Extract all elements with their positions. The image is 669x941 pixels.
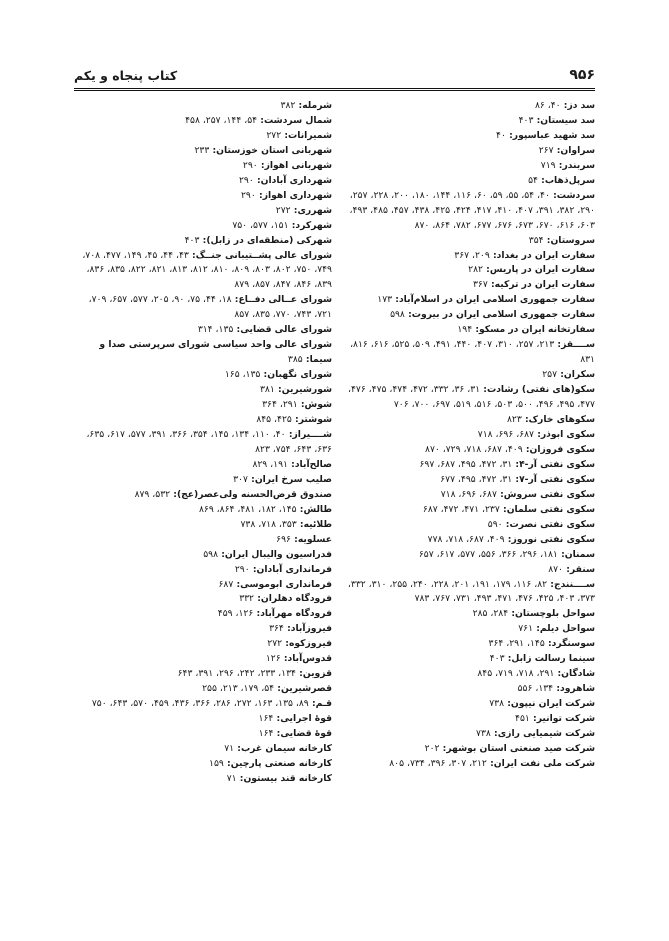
index-entry: سکوهای خارک: ۸۲۳ [506,414,595,426]
index-page-refs: ۲۷۲ [275,204,291,216]
index-page-refs: ۳۶۷ [472,279,488,291]
index-page-refs: ۴۰۹، ۶۸۷، ۷۱۸، ۷۲۹، ۸۷۰ [425,443,523,455]
index-page-refs: ۵۹۸ [203,548,219,560]
index-page-refs: ۵۴، ۱۴۴، ۲۵۷، ۴۵۸ [185,114,258,126]
index-page-refs: ۱۳۴، ۵۵۶ [517,683,554,695]
index-entry: شرکت ایران نیپون: ۷۳۸ [489,698,595,710]
index-term: فرودگاه دهلران [260,593,332,605]
index-page-refs: ۲۸۲ [468,264,483,276]
index-page-refs: ۵۹۰ [487,518,503,530]
index-entry: سربندر: ۷۱۹ [540,159,595,171]
index-term: سکو(های نفتی) رشادت [486,384,595,396]
index-entry: سفارتخانه ایران در مسکو: ۱۹۴ [457,324,595,336]
index-page-refs: ۳۸۵ [287,354,303,366]
index-term: سد سیستان [540,114,595,126]
index-term: شرکت ملی نفت ایران [493,757,595,769]
index-term: سکوی نفتی آر-۷ [519,473,595,485]
index-term: فیروزکوه [288,638,332,650]
index-term: قدوس‌آباد [287,653,332,665]
index-term: صندوق قرض‌الحسنه ولی‌عصر(عج) [176,488,332,500]
index-page-refs: ۳۵۴ [528,234,544,246]
index-page-refs: ۱۶۴ [258,728,274,740]
index-entry: سمنان: ۱۸۱، ۲۹۶، ۳۶۶، ۵۵۶، ۵۷۷، ۶۱۷، ۶۵۷ [418,548,595,560]
index-page-refs: ۴۰، ۸۶ [534,100,561,111]
index-entry: شمال سردشت: ۵۴، ۱۴۴، ۲۵۷، ۴۵۸ [185,114,332,126]
index-entry: سکران: ۲۵۷ [542,369,595,381]
index-term: سکوی نفتی سروش [503,488,595,500]
index-page-refs: ۲۳۳ [194,144,210,156]
page-number: ۹۵۶ [569,67,595,83]
index-term: سد دز [567,100,595,111]
page-header [74,64,595,86]
index-page-refs: ۲۹۱، ۳۶۴ [262,399,298,411]
index-entry: سکوی فروزان: ۴۰۹، ۶۸۷، ۷۱۸، ۷۲۹، ۸۷۰ [425,443,595,455]
index-page-refs: ۱۸۱، ۲۹۶، ۳۶۶، ۵۵۶، ۵۷۷، ۶۱۷، ۶۵۷ [418,548,558,560]
index-term: فیروزآباد [290,623,332,635]
index-term: شاهرود [560,683,595,695]
index-page-refs: ۴۵۱ [515,713,530,725]
index-page-refs: ۴۰، ۵۴، ۵۵، ۵۹، ۶۰، ۱۱۶، ۱۴۴، ۱۸۰، ۲۰۰، ۲۲۸، ۲۵۷، ۲۹۰، ۳۸۲، ۳۹۱، ۴۰۷، ۴۱۰، ۴۱۷، ۴۲۴، ۴۲۵، ۴۳۸، ۴۵۷، ۴۸۵، ۴۹۳، ۶۰۳، ۶۱۶، ۶۷۰، ۶۷۳، ۶۷۶، ۶۷۷، ۷۸۲، ۸۶۴، ۸۷۰ [349,189,595,231]
index-entry: سکوی نفتی نوروز: ۴۰۹، ۶۸۷، ۷۱۸، ۷۷۸ [427,533,595,545]
index-term: کارخانه سیمان غرب [240,742,332,754]
index-page-refs: ۷۶۱ [518,623,534,635]
index-page-refs: ۲۵۷ [542,369,558,381]
index-page-refs: ۱۵۹ [209,757,224,769]
index-term: طلائیه [303,518,332,530]
index-entry: قصرشیرین: ۵۴، ۱۷۹، ۲۱۳، ۲۵۵ [202,683,332,695]
index-term: شهربانی استان خوزستان [216,144,332,156]
index-page-refs: ۸۷۰ [548,563,563,575]
index-entry: شوشتر: ۴۲۵، ۸۴۵ [256,414,332,426]
index-page-refs: ۵۴ [528,174,538,186]
index-term: شورای نگهبان [267,369,332,381]
index-page-refs: ۸۲۳ [506,414,522,426]
index-page-refs: ۱۹۱، ۸۲۹ [252,458,288,470]
index-entry: سفارت جمهوری اسلامی ایران در اسلام‌آباد: ۱۷۳ [377,294,595,306]
index-entry: صندوق قرض‌الحسنه ولی‌عصر(عج): ۵۳۲، ۸۷۹ [134,488,332,500]
index-entry: صلیب سرخ ایران: ۳۰۷ [233,473,332,485]
index-page-refs: ۵۴، ۱۷۹، ۲۱۳، ۲۵۵ [202,683,275,695]
index-term: شرکت توانیر [536,713,595,725]
index-entry: شهرکی (منطقه‌ای در زابل): ۴۰۳ [184,234,332,246]
index-page-refs: ۲۰۹، ۳۶۷ [454,249,490,261]
index-entry: شهربانی استان خوزستان: ۲۳۳ [194,144,332,156]
index-term: سربندر [562,159,595,171]
index-page-refs: ۵۳۲، ۸۷۹ [134,488,171,500]
index-term: شهرداری آبادان [260,174,332,186]
index-page-refs: ۱۴۵، ۱۸۲، ۴۸۱، ۸۶۴، ۸۶۹ [198,503,297,515]
index-term: سفارتخانه ایران در مسکو [479,324,595,336]
index-page-refs: ۷۳۸ [489,698,505,710]
index-entry: شهرکرد: ۱۵۱، ۵۷۷، ۷۵۰ [232,219,332,231]
index-page-refs: ۱۸، ۴۴، ۷۵، ۹۰، ۲۰۵، ۵۷۷، ۶۵۷، ۷۰۹، ۷۲۱، ۷۴۳، ۷۷۰، ۸۳۵، ۸۵۷ [88,294,332,321]
index-page-refs: ۶۸۷ [218,578,234,590]
index-term: شهرکی (منطقه‌ای در زابل) [206,234,332,246]
index-term: سروستان [550,234,595,246]
index-page-refs: ۲۹۰ [242,159,258,171]
index-term: شورای عــالی دفــاع [238,294,332,306]
index-entry: شرکت شیمیایی رازی: ۷۳۸ [476,728,595,740]
index-entry: سکوی نفتی سلمان: ۲۳۷، ۴۷۱، ۴۷۲، ۶۸۷ [422,503,595,515]
index-term: سفارت جمهوری اسلامی ایران در اسلام‌آباد [398,294,595,306]
index-entry: سواحل بلوچستان: ۲۸۴، ۲۸۵ [472,608,595,620]
index-entry: شرمله: ۳۸۲ [280,100,332,111]
index-entry: سکو(های نفتی) رشادت: ۳۱، ۳۶، ۳۳۲، ۴۷۲، ۴۷۴، ۴۷۵، ۴۷۶، ۴۷۷، ۴۹۵، ۴۹۶، ۵۰۰، ۵۰۳، ۵۱۶، ۵۱۹، ۶۹۷، ۷۰۰، ۷۰۶ [347,384,595,411]
index-entry: شرکت ملی نفت ایران: ۲۱۲، ۳۰۷، ۳۹۶، ۷۳۴، ۸۰۵ [389,757,595,769]
index-entry: سنقر: ۸۷۰ [548,563,595,575]
index-term: شــــیراز [292,428,332,440]
index-entry: شاهرود: ۱۳۴، ۵۵۶ [517,683,595,695]
index-term: قـم [315,698,332,710]
index-page-refs: ۸۲، ۱۱۶، ۱۷۹، ۱۹۱، ۲۰۱، ۲۲۸، ۲۴۰، ۲۵۵، ۳۱۰، ۳۳۲، ۳۷۳، ۴۰۳، ۴۲۵، ۴۷۶، ۴۷۱، ۴۹۳، ۷۳۱، ۷۶۷، ۷۸۳ [347,578,595,605]
index-entry: کارخانه سیمان غرب: ۷۱ [224,742,332,754]
index-term: شهرداری اهواز [262,189,332,201]
index-term: طالش [303,503,332,515]
index-page-refs: ۳۶۴ [269,623,284,635]
book-title: کتاب پنجاه و یکم [74,67,178,83]
index-entry: قزوین: ۱۳۴، ۲۳۳، ۲۴۲، ۲۹۶، ۳۹۱، ۶۴۳ [177,668,332,680]
index-page-refs: ۲۹۱، ۷۱۸، ۷۱۹، ۸۴۵ [477,668,555,680]
index-page-refs: ۱۴۵، ۲۹۱، ۳۶۴ [488,638,545,650]
index-term: سرپل‌ذهاب [544,174,595,186]
index-term: سکوی نفتی آر-۴ [519,458,595,470]
index-page-refs: ۱۳۴، ۲۳۳، ۲۴۲، ۲۹۶، ۳۹۱، ۶۴۳ [177,668,296,680]
index-entry: کارخانه قند بیستون: ۷۱ [226,772,332,784]
index-term: سکوهای خارک [528,414,595,426]
index-term: شمیرانات [288,129,332,141]
index-entry: قوهٔ قضایی: ۱۶۴ [258,728,332,740]
index-term: سراوان [560,144,595,156]
index-term: سفارت ایران در ترکیه [494,279,595,291]
index-term: شرمله [302,100,332,111]
index-term: قصرشیرین [280,683,332,695]
index-entry: شرکت صید صنعتی استان بوشهر: ۲۰۲ [424,742,595,754]
index-page-refs: ۲۷۲ [266,129,282,141]
index-entry: طلائیه: ۳۵۳، ۷۱۸، ۷۳۸ [240,518,332,530]
index-term: سنقر [569,563,595,575]
index-column-right [337,99,595,772]
index-term: صلیب سرخ ایران [254,473,332,485]
index-term: عسلویه [297,533,332,545]
index-term: سفارت جمهوری اسلامی ایران در بیروت [411,309,595,321]
index-entry: ســــنندج: ۸۲، ۱۱۶، ۱۷۹، ۱۹۱، ۲۰۱، ۲۲۸، ۲۴۰، ۲۵۵، ۳۱۰، ۳۳۲، ۳۷۳، ۴۰۳، ۴۲۵، ۴۷۶، ۴۷۱، ۴۹۳، ۷۳۱، ۷۶۷، ۷۸۳ [347,578,595,605]
index-entry: کارخانه صنعتی پارچین: ۱۵۹ [209,757,332,769]
index-page-refs: ۴۲۵، ۸۴۵ [256,414,292,426]
index-entry: فیروزآباد: ۳۶۴ [269,623,332,635]
index-term: شمال سردشت [263,114,332,126]
index-page-refs: ۲۱۳، ۲۵۷، ۳۱۰، ۴۰۷، ۴۴۰، ۴۹۱، ۵۰۹، ۵۲۵، ۶۱۶، ۸۱۶، ۸۳۱ [350,339,595,366]
index-term: فرمانداری آبادان [256,563,332,575]
index-term: سینما رسالت زابل [511,653,595,665]
index-entry: عسلویه: ۶۹۶ [276,533,332,545]
index-term: سد شهید عباسپور [512,129,595,141]
index-entry: شورای نگهبان: ۱۳۵، ۱۶۵ [224,369,332,381]
index-term: شهرکرد [295,219,332,231]
index-page-refs: ۴۰۳ [184,234,200,246]
index-entry: قدوس‌آباد: ۱۲۶ [265,653,332,665]
index-page-refs: ۱۶۴ [258,713,274,725]
index-entry: شورای عــالی دفــاع: ۱۸، ۴۴، ۷۵، ۹۰، ۲۰۵، ۵۷۷، ۶۵۷، ۷۰۹، ۷۲۱، ۷۴۳، ۷۷۰، ۸۳۵، ۸۵۷ [88,294,332,321]
index-term: فرمانداری ابوموسی [240,578,332,590]
index-entry: سردشت: ۴۰، ۵۴، ۵۵، ۵۹، ۶۰، ۱۱۶، ۱۴۴، ۱۸۰، ۲۰۰، ۲۲۸، ۲۵۷، ۲۹۰، ۳۸۲، ۳۹۱، ۴۰۷، ۴۱۰، ۴۱۷، ۴۲۴، ۴۲۵، ۴۳۸، ۴۵۷، ۴۸۵، ۴۹۳، ۶۰۳، ۶۱۶، ۶۷۰، ۶۷۳، ۶۷۶، ۶۷۷، ۷۸۲، ۸۶۴، ۸۷۰ [349,189,595,231]
index-page-refs: ۱۹۴ [457,324,473,336]
index-entry: سکوی نفتی نصرت: ۵۹۰ [487,518,595,530]
index-term: شوشتر [298,414,332,426]
index-term: ســــنندج [553,578,595,590]
index-entry: سینما رسالت زابل: ۴۰۳ [489,653,595,665]
index-term: شرکت شیمیایی رازی [497,728,595,740]
index-term: فرودگاه مهرآباد [260,608,332,620]
index-term: قزوین [302,668,332,680]
index-entry: سد سیستان: ۴۰۳ [518,114,595,126]
index-entry: فیروزکوه: ۲۷۲ [267,638,332,650]
index-page-refs: ۶۸۷، ۶۹۶، ۷۱۸ [477,428,534,440]
index-entry: سفارت ایران در بغداد: ۲۰۹، ۳۶۷ [454,249,595,261]
index-entry: سفارت ایران در ترکیه: ۳۶۷ [472,279,595,291]
index-term: شوش [304,399,332,411]
index-entry: سرپل‌ذهاب: ۵۴ [528,174,595,186]
index-entry: شهرداری آبادان: ۲۹۰ [238,174,332,186]
index-page-refs: ۳۳۲ [239,593,254,605]
index-page-refs: ۳۱، ۴۷۲، ۴۹۵، ۶۷۷ [440,473,513,485]
index-entry: سکوی نفتی سروش: ۶۸۷، ۶۹۶، ۷۱۸ [440,488,595,500]
index-term: شهرری [297,204,332,216]
index-term: شهربانی اهواز [264,159,332,171]
index-page-refs: ۴۰۹، ۶۸۷، ۷۱۸، ۷۷۸ [427,533,505,545]
index-entry: سروستان: ۳۵۴ [528,234,595,246]
index-entry: سراوان: ۲۶۷ [538,144,595,156]
index-entry: فرمانداری ابوموسی: ۶۸۷ [218,578,332,590]
index-page-refs: ۳۱، ۳۶، ۳۳۲، ۴۷۲، ۴۷۴، ۴۷۵، ۴۷۶، ۴۷۷، ۴۹۵، ۴۹۶، ۵۰۰، ۵۰۳، ۵۱۶، ۵۱۹، ۶۹۷، ۷۰۰، ۷۰۶ [347,384,595,411]
index-page-refs: ۲۹۰ [234,563,250,575]
index-page-refs: ۱۲۶ [265,653,281,665]
index-page-refs: ۱۷۳ [377,294,393,306]
index-term: سفارت ایران در پاریس [489,264,595,276]
index-page-refs: ۱۲۶، ۴۵۹ [217,608,254,620]
index-entry: شورشیرین: ۳۸۱ [260,384,332,396]
index-term: قوهٔ اجرایی [280,713,332,725]
index-term: سواحل بلوچستان [515,608,595,620]
index-entry: سوسنگرد: ۱۴۵، ۲۹۱، ۳۶۴ [488,638,595,650]
index-page-refs: ۴۳، ۴۴، ۴۵، ۱۴۹، ۴۷۷، ۷۰۸، ۷۴۹، ۷۵۰، ۸۰۲، ۸۰۳، ۸۰۹، ۸۱۰، ۸۱۲، ۸۱۳، ۸۲۱، ۸۲۲، ۸۳۵، ۸۳۶، ۸۳۹، ۸۴۶، ۸۴۷، ۸۵۷، ۸۷۹ [82,249,332,291]
index-term: سکران [563,369,595,381]
index-term: سکوی نفتی نوروز [511,533,595,545]
index-entry: شهرداری اهواز: ۲۹۰ [241,189,332,201]
index-entry: شادگان: ۲۹۱، ۷۱۸، ۷۱۹، ۸۴۵ [477,668,595,680]
index-entry: صالح‌آباد: ۱۹۱، ۸۲۹ [252,458,332,470]
index-entry: سکوی نفتی آر-۷: ۳۱، ۴۷۲، ۴۹۵، ۶۷۷ [440,473,595,485]
index-term: کارخانه قند بیستون [243,772,332,784]
index-entry: سد شهید عباسپور: ۴۰ [496,129,595,141]
index-entry: فدراسیون والیبال ایران: ۵۹۸ [203,548,332,560]
index-page-refs: ۱۳۵، ۳۱۴ [197,324,234,336]
index-page-refs: ۵۹۸ [390,309,405,321]
index-entry: سواحل دیلم: ۷۶۱ [518,623,595,635]
index-term: سکوی نفتی سلمان [506,503,595,515]
index-entry: شرکت توانیر: ۴۵۱ [515,713,595,725]
index-term: قوهٔ قضایی [280,728,332,740]
index-entry: شورای عالی واحد سیاسی شورای سرپرستی صدا و سیما: ۳۸۵ [99,339,332,366]
index-page-refs: ۴۰۳ [489,653,505,665]
index-term: شرکت ایران نیپون [510,698,595,710]
index-page-refs: ۷۱ [224,742,235,754]
index-page-refs: ۳۸۲ [280,100,296,111]
index-term: شورشیرین [281,384,332,396]
index-entry: فرودگاه مهرآباد: ۱۲۶، ۴۵۹ [217,608,332,620]
index-term: فدراسیون والیبال ایران [224,548,332,560]
index-entry: سفارت جمهوری اسلامی ایران در بیروت: ۵۹۸ [390,309,595,321]
index-entry: ســــقز: ۲۱۳، ۲۵۷، ۳۱۰، ۴۰۷، ۴۴۰، ۴۹۱، ۵۰۹، ۵۲۵، ۶۱۶، ۸۱۶، ۸۳۱ [350,339,595,366]
index-page-refs: ۱۳۵، ۱۶۵ [224,369,261,381]
index-term: شورای عالی واحد سیاسی شورای سرپرستی صدا و سیما [99,339,332,366]
index-term: کارخانه صنعتی پارچین [230,757,332,769]
index-term: سمنان [564,548,595,560]
index-entry: شــــیراز: ۴۰، ۱۱۰، ۱۳۴، ۱۴۵، ۳۵۴، ۳۶۶، ۳۹۱، ۵۷۷، ۶۱۷، ۶۳۵، ۶۳۶، ۶۴۳، ۷۵۴، ۸۲۳ [86,428,332,455]
index-page-refs: ۲۱۲، ۳۰۷، ۳۹۶، ۷۳۴، ۸۰۵ [389,757,487,769]
index-term: سوسنگرد [551,638,595,650]
index-term: سکوی ابوذر [540,428,595,440]
index-page-refs: ۲۳۷، ۴۷۱، ۴۷۲، ۶۸۷ [422,503,500,515]
index-entry: سفارت ایران در پاریس: ۲۸۲ [468,264,595,276]
index-page-refs: ۲۷۲ [267,638,283,650]
index-term: شادگان [561,668,595,680]
index-term: سواحل دیلم [539,623,595,635]
index-page-refs: ۲۹۰ [238,174,254,186]
index-entry: فرمانداری آبادان: ۲۹۰ [234,563,332,575]
index-page-refs: ۷۳۸ [476,728,491,740]
index-page-refs: ۲۰۲ [424,742,440,754]
index-entry: قوهٔ اجرایی: ۱۶۴ [258,713,332,725]
index-page-refs: ۳۱، ۴۷۲، ۴۹۵، ۶۸۷، ۶۹۷ [419,458,513,470]
index-page-refs: ۶۸۷، ۶۹۶، ۷۱۸ [440,488,497,500]
index-term: سردشت [556,189,595,201]
index-entry: فرودگاه دهلران: ۳۳۲ [239,593,332,605]
index-page-refs: ۱۵۱، ۵۷۷، ۷۵۰ [232,219,289,231]
index-entry: شهربانی اهواز: ۲۹۰ [242,159,332,171]
index-page-refs: ۴۰۳ [518,114,534,126]
header-rule [74,88,595,91]
index-entry: سکوی ابوذر: ۶۸۷، ۶۹۶، ۷۱۸ [477,428,595,440]
index-entry: شورای عالی پشــتیبانی جنــگ: ۴۳، ۴۴، ۴۵، ۱۴۹، ۴۷۷، ۷۰۸، ۷۴۹، ۷۵۰، ۸۰۲، ۸۰۳، ۸۰۹، ۸۱۰، ۸۱۲، ۸۱۳، ۸۲۱، ۸۲۲، ۸۳۵، ۸۳۶، ۸۳۹، ۸۴۶، ۸۴۷، ۸۵۷، ۸۷۹ [82,249,332,291]
index-entry: شمیرانات: ۲۷۲ [266,129,332,141]
index-term: شورای عالی پشــتیبانی جنــگ [195,249,332,261]
index-term: ســــقز [561,339,595,351]
index-term: سفارت ایران در بغداد [496,249,595,261]
index-term: سکوی نفتی نصرت [509,518,595,530]
index-page-refs: ۲۶۷ [538,144,554,156]
index-page-refs: ۴۰ [496,129,506,141]
index-column-left [74,99,332,787]
index-page-refs: ۲۹۰ [241,189,256,201]
index-entry: شهرری: ۲۷۲ [275,204,332,216]
index-entry: شورای عالی قضایی: ۱۳۵، ۳۱۴ [197,324,332,336]
index-page-refs: ۳۸۱ [260,384,275,396]
index-page-refs: ۸۹، ۱۳۵، ۱۶۳، ۲۷۲، ۲۸۶، ۳۶۶، ۴۳۶، ۴۵۹، ۵۷۰، ۶۴۳، ۷۵۰ [91,698,309,710]
index-entry: طالش: ۱۴۵، ۱۸۲، ۴۸۱، ۸۶۴، ۸۶۹ [198,503,332,515]
index-entry: شوش: ۲۹۱، ۳۶۴ [262,399,332,411]
index-entry: قـم: ۸۹، ۱۳۵، ۱۶۳، ۲۷۲، ۲۸۶، ۳۶۶، ۴۳۶، ۴۵۹، ۵۷۰، ۶۴۳، ۷۵۰ [91,698,332,710]
index-page-refs: ۴۰، ۱۱۰، ۱۳۴، ۱۴۵، ۳۵۴، ۳۶۶، ۳۹۱، ۵۷۷، ۶۱۷، ۶۳۵، ۶۳۶، ۶۴۳، ۷۵۴، ۸۲۳ [86,428,332,455]
index-page-refs: ۳۰۷ [233,473,248,485]
index-page-refs: ۷۱ [226,772,237,784]
index-page-refs: ۶۹۶ [276,533,291,545]
index-term: صالح‌آباد [294,458,332,470]
index-page-refs: ۷۱۹ [540,159,556,171]
index-entry: سکوی نفتی آر-۴: ۳۱، ۴۷۲، ۴۹۵، ۶۸۷، ۶۹۷ [419,458,595,470]
index-term: سکوی فروزان [529,443,595,455]
index-page-refs: ۲۸۴، ۲۸۵ [472,608,509,620]
index-page-refs: ۳۵۳، ۷۱۸، ۷۳۸ [240,518,297,530]
index-entry: سد دز: ۴۰، ۸۶ [534,100,595,111]
index-term: شورای عالی قضایی [240,324,332,336]
index-term: شرکت صید صنعتی استان بوشهر [446,742,595,754]
